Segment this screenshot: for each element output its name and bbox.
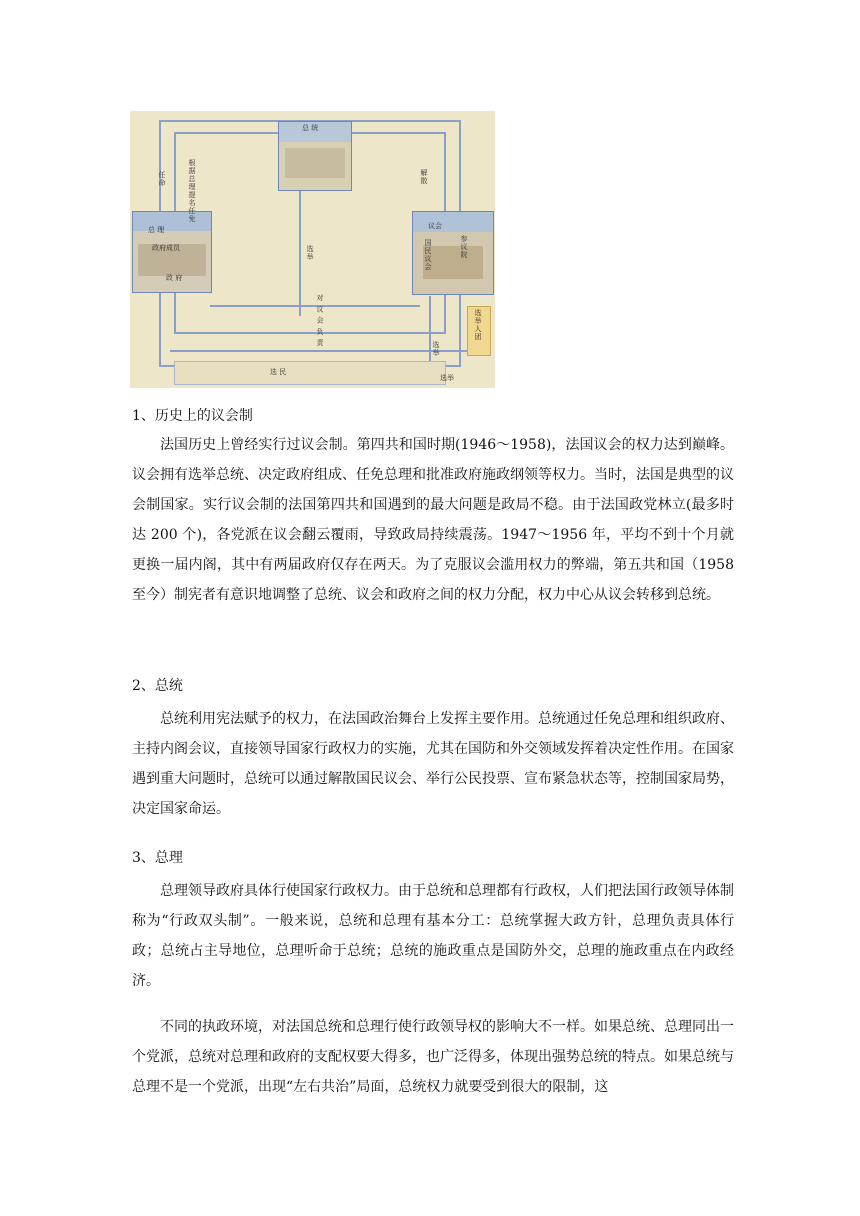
electoral-group-label: 选举人团	[474, 309, 482, 341]
responsible-label: 对 议 会 负 责	[316, 294, 324, 347]
cabinet-members-label: 政府成员	[152, 244, 180, 252]
section-1-paragraph: 法国历史上曾经实行过议会制。第四共和国时期(1946～1958)，法国议会的权力达到巅峰。议会拥有选举总统、决定政府组成、任免总理和批准政府施政纲领等权力。当时，法国是典型的议会制国家。实行议会制的法国第四共和国遇到的最大问题是政局不稳。由于法国政党林立(最多时达 200 个)，各党派在议会翻云覆雨，导致政局持续震荡。1947～1956 年，平均不到十个月就更换一届内阁，其中有两届政府仅存在两天。为了克服议会滥用权力的弊端，第五共和国（1958 至今）制宪者有意识地调整了总统、议会和政府之间的权力分配，权力中心从议会转移到总统。	[132, 437, 734, 603]
parliament-label: 议会	[428, 222, 442, 230]
government-label: 政 府	[166, 274, 183, 282]
president-label: 总 统	[302, 124, 319, 132]
dissolve-label: 解散	[420, 169, 428, 185]
section-2-paragraph: 总统利用宪法赋予的权力，在法国政治舞台上发挥主要作用。总统通过任免总理和组织政府、主持内阁会议，直接领导国家行政权力的实施，尤其在国防和外交领域发挥着决定性作用。在国家遇到重大问题时，总统可以通过解散国民议会、举行公民投票、宣布紧急状态等，控制国家局势，决定国家命运。	[132, 711, 734, 817]
section-1-heading: 1、历史上的议会制	[132, 408, 253, 424]
appoint-label: 任命	[158, 171, 166, 187]
elect2-label: 选举	[432, 341, 440, 357]
section-3-paragraph-2: 不同的执政环境，对法国总统和总理行使行政领导权的影响大不一样。如果总统、总理同出一个党派，总统对总理和政府的支配权要大得多，也广泛得多，体现出强势总统的特点。如果总统与总理不是一个党派，出现“左右共治”局面，总统权力就要受到很大的限制，这	[132, 1019, 734, 1095]
section-3-heading: 3、总理	[132, 850, 183, 866]
voters-bar	[174, 361, 446, 385]
elect3-label: 选举	[440, 374, 454, 382]
elect-label: 选举	[306, 245, 314, 261]
approve-label: 根据总理提名任免	[188, 159, 196, 223]
national-assembly-label: 国民议会	[424, 239, 432, 271]
section-3-paragraph-1: 总理领导政府具体行使国家行政权力。由于总统和总理都有行政权，人们把法国行政领导体制称为“行政双头制”。一般来说，总统和总理有基本分工：总统掌握大政方针，总理负责具体行政；总统占主导地位，总理听命于总统；总统的施政重点是国防外交，总理的施政重点在内政经济。	[132, 883, 734, 989]
political-system-diagram	[130, 111, 495, 388]
section-2-heading: 2、总统	[132, 678, 183, 694]
senate-label: 参议院	[460, 235, 468, 259]
pm-label: 总 理	[148, 226, 165, 234]
voters-label: 选 民	[270, 368, 287, 376]
